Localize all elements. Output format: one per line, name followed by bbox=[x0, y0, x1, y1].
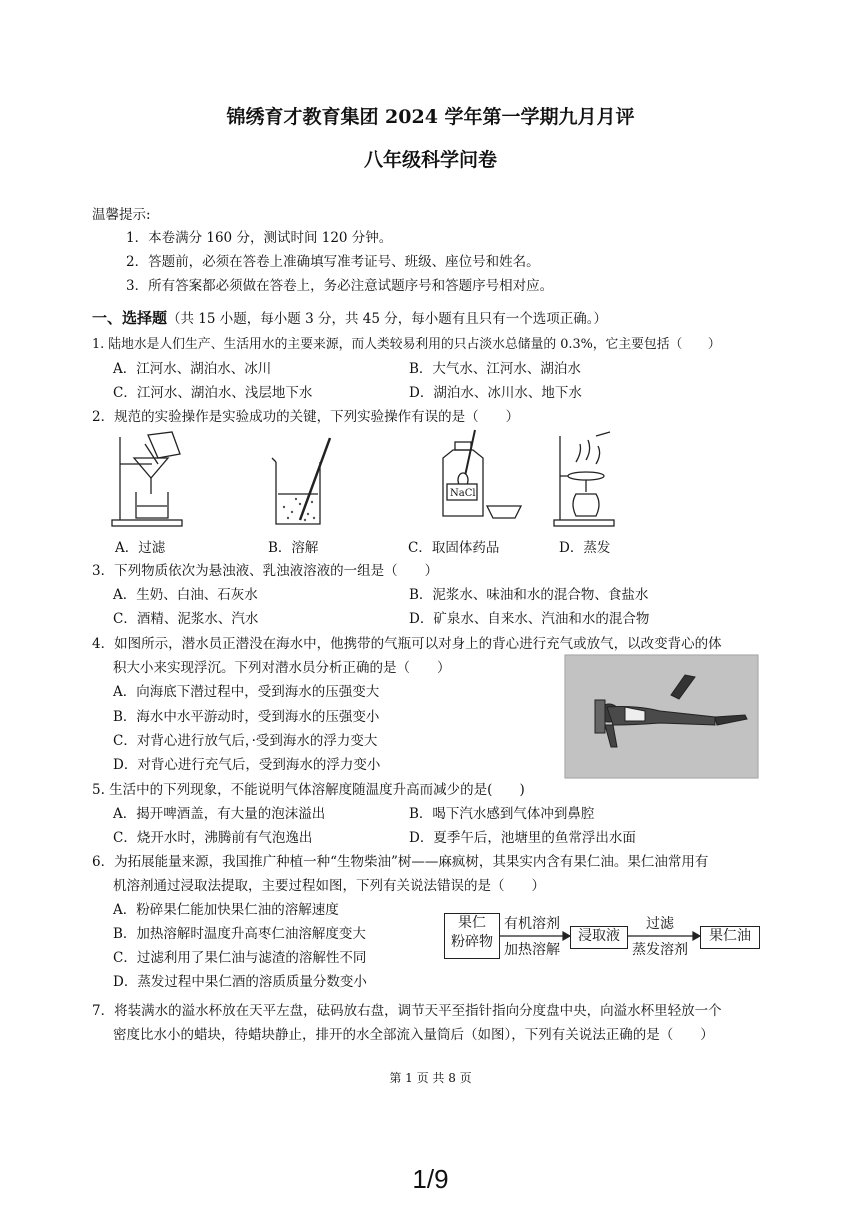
exam-subtitle: 八年级科学问卷 bbox=[363, 149, 497, 171]
q5-option-b: B．喝下汽水感到气体冲到鼻腔 bbox=[409, 806, 595, 822]
q4-stem-line1: 4．如图所示，潜水员正潜没在海水中，他携带的气瓶可以对身上的背心进行充气或放气，以改变背心的体 bbox=[92, 636, 722, 652]
page-indicator: 1/9 bbox=[412, 1164, 449, 1194]
q3-option-a: A．生奶、白油、石灰水 bbox=[113, 587, 258, 603]
flow-arrow1-bottom: 加热溶解 bbox=[504, 942, 560, 958]
q3-option-d: D．矿泉水、自来水、汽油和水的混合物 bbox=[409, 611, 650, 627]
notice-item-2: 2．答题前，必须在答卷上准确填写准考证号、班级、座位号和姓名。 bbox=[126, 254, 540, 270]
q6-option-b: B．加热溶解时温度升高枣仁油溶解度变大 bbox=[113, 926, 366, 942]
flow-box-kernel-line2: 粉碎物 bbox=[451, 934, 493, 950]
bottle-label: NaCl bbox=[450, 488, 476, 499]
q4-stem-line2: 积大小来实现浮沉。下列对潜水员分析正确的是（ ） bbox=[113, 660, 451, 676]
q4-option-c: C．对背心进行放气后，·受到海水的浮力变大 bbox=[113, 733, 378, 749]
flow-arrow2-bottom: 蒸发溶剂 bbox=[632, 942, 688, 958]
q5-option-c: C．烧开水时，沸腾前有气泡逸出 bbox=[113, 830, 313, 846]
page-footer: 第 1 页 共 8 页 bbox=[389, 1071, 472, 1085]
q6-stem-line1: 6．为拓展能量来源，我国推广种植一种“生物柴油”树——麻疯树，其果实内含有果仁油。果仁油常用有 bbox=[92, 854, 709, 870]
q2-option-d: D．蒸发 bbox=[559, 540, 611, 556]
q5-stem: 5. 生活中的下列现象，不能说明气体溶解度随温度升高而减少的是( ) bbox=[92, 782, 525, 798]
notice-item-3: 3．所有答案都必须做在答卷上，务必注意试题序号和答题序号相对应。 bbox=[126, 278, 554, 294]
q1-stem: 1. 陆地水是人们生产、生活用水的主要来源，而人类较易利用的只占淡水总储量的 0.3%，它主要包括（ ） bbox=[92, 337, 721, 352]
q5-option-a: A．揭开啤酒盖，有大量的泡沫溢出 bbox=[113, 806, 326, 822]
q5-option-d: D．夏季午后，池塘里的鱼常浮出水面 bbox=[409, 830, 636, 846]
q6-option-a: A．粉碎果仁能加快果仁油的溶解速度 bbox=[113, 902, 339, 918]
q4-option-d: D．对背心进行充气后，受到海水的浮力变小 bbox=[113, 757, 381, 773]
q3-option-c: C．酒精、泥浆水、汽水 bbox=[113, 611, 259, 627]
q2-option-a: A．过滤 bbox=[115, 540, 166, 556]
q1-option-a: A．江河水、湖泊水、冰川 bbox=[113, 361, 272, 377]
q4-option-a: A．向海底下潜过程中，受到海水的压强变大 bbox=[113, 684, 380, 700]
q7-stem-line1: 7．将装满水的溢水杯放在天平左盘，砝码放右盘，调节天平至指针指向分度盘中央，向溢水杯里轻放一个 bbox=[92, 1003, 722, 1019]
flow-arrow2-top: 过滤 bbox=[646, 916, 674, 932]
q1-option-c: C．江河水、湖泊水、浅层地下水 bbox=[113, 385, 313, 401]
q7-stem-line2: 密度比水小的蜡块，待蜡块静止，排开的水全部流入量筒后（如图），下列有关说法正确的是（ ） bbox=[113, 1027, 714, 1043]
q1-option-b: B．大气水、江河水、湖泊水 bbox=[409, 361, 581, 377]
exam-title: 锦绣育才教育集团 2024 学年第一学期九月月评 bbox=[226, 106, 635, 128]
q3-option-b: B．泥浆水、味油和水的混合物、食盐水 bbox=[409, 587, 649, 603]
flow-box-extract: 浸取液 bbox=[570, 926, 628, 949]
q2-option-c: C．取固体药品 bbox=[408, 540, 500, 556]
section-description: （共 15 小题，每小题 3 分，共 45 分，每小题有且只有一个选项正确。） bbox=[167, 311, 607, 327]
q2-stem: 2．规范的实验操作是实验成功的关键，下列实验操作有误的是（ ） bbox=[92, 409, 520, 425]
flow-box-oil: 果仁油 bbox=[700, 926, 760, 949]
notice-heading: 温馨提示: bbox=[92, 207, 151, 223]
flow-box-kernel-line1: 果仁 bbox=[458, 915, 486, 931]
q2-option-b: B．溶解 bbox=[268, 540, 319, 556]
q4-option-b: B．海水中水平游动时，受到海水的压强变小 bbox=[113, 709, 380, 725]
q6-option-d: D．蒸发过程中果仁酒的溶质质量分数变小 bbox=[113, 974, 367, 990]
flow-arrow1-top: 有机溶剂 bbox=[504, 916, 560, 932]
notice-item-1: 1．本卷满分 160 分，测试时间 120 分钟。 bbox=[126, 230, 393, 246]
q6-stem-line2: 机溶剂通过浸取法提取，主要过程如图，下列有关说法错误的是（ ） bbox=[113, 878, 545, 894]
q6-option-c: C．过滤利用了果仁油与滤渣的溶解性不同 bbox=[113, 950, 367, 966]
q1-option-d: D．湖泊水、冰川水、地下水 bbox=[409, 385, 582, 401]
section-title: 一、选择题 bbox=[92, 309, 168, 327]
q3-stem: 3．下列物质依次为悬浊液、乳浊液溶液的一组是（ ） bbox=[92, 563, 439, 579]
